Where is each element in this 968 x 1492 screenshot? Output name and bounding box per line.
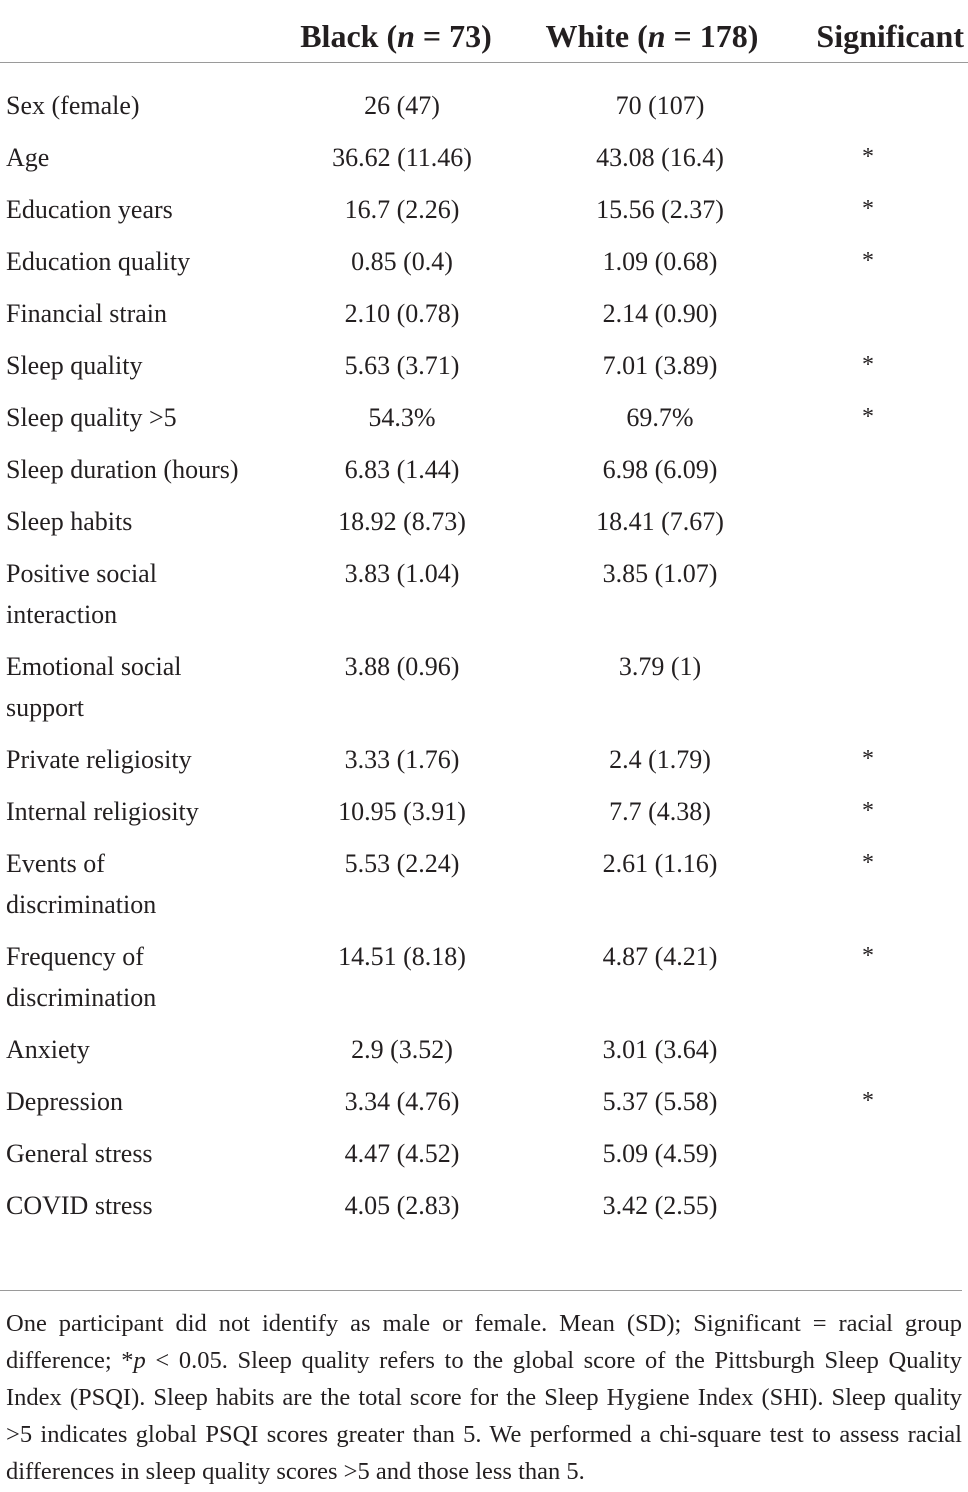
- row-value-white: 69.7%: [626, 403, 694, 432]
- row-value-black: 4.05 (2.83): [344, 1191, 460, 1220]
- row-value-black: 2.9 (3.52): [351, 1035, 453, 1064]
- row-value-black: 5.63 (3.71): [344, 351, 460, 380]
- row-label: Frequency of discrimination: [6, 942, 157, 1012]
- header-black-pre: Black (: [300, 18, 398, 54]
- row-value-white: 18.41 (7.67): [596, 507, 724, 536]
- header-significant: Significant: [774, 0, 968, 63]
- table-row: [0, 791, 968, 843]
- row-value-white: 7.01 (3.89): [602, 351, 718, 380]
- table-row: [0, 449, 968, 501]
- table-row: [0, 843, 968, 936]
- row-significance-marker: *: [862, 196, 874, 222]
- row-significance-marker: *: [862, 144, 874, 170]
- row-label: Positive social interaction: [6, 559, 157, 629]
- row-value-black: 6.83 (1.44): [344, 455, 460, 484]
- header-white-pre: White (: [545, 18, 648, 54]
- row-significance-marker: *: [862, 850, 874, 876]
- table-header: [0, 0, 968, 63]
- table-row: [0, 1029, 968, 1081]
- header-variable: [0, 0, 258, 63]
- row-significance-marker: *: [862, 248, 874, 274]
- footnote-text-start: One participant did not identify as male or female. Mean (SD); Significant = racial group difference; *: [6, 1310, 962, 1374]
- row-significance-marker: [774, 293, 968, 345]
- row-label: Age: [6, 143, 50, 172]
- row-significance-marker: *: [862, 798, 874, 824]
- row-significance-marker: [774, 1185, 968, 1240]
- table-row: [0, 1185, 968, 1240]
- row-value-black: 0.85 (0.4): [351, 247, 453, 276]
- row-label: Sleep duration (hours): [6, 455, 239, 484]
- row-significance-marker: *: [862, 404, 874, 430]
- table-row: [0, 345, 968, 397]
- row-label: Sex (female): [6, 91, 140, 120]
- row-value-white: 1.09 (0.68): [602, 247, 718, 276]
- row-label: Financial strain: [6, 299, 168, 328]
- row-significance-marker: *: [862, 1088, 874, 1114]
- row-label: Anxiety: [6, 1035, 90, 1064]
- row-label: Emotional social support: [6, 652, 182, 722]
- row-value-white: 5.37 (5.58): [602, 1087, 718, 1116]
- row-value-black: 54.3%: [368, 403, 436, 432]
- row-significance-marker: [774, 501, 968, 553]
- row-value-white: 2.14 (0.90): [602, 299, 718, 328]
- table-bottom-rule: [0, 1290, 962, 1291]
- row-label: Depression: [6, 1087, 123, 1116]
- table-body: [0, 63, 968, 1241]
- header-black-post: = 73): [414, 18, 492, 54]
- table-row: [0, 646, 968, 739]
- row-significance-marker: *: [862, 943, 874, 969]
- row-value-black: 10.95 (3.91): [338, 797, 466, 826]
- row-value-black: 5.53 (2.24): [344, 849, 460, 878]
- row-value-white: 15.56 (2.37): [596, 195, 724, 224]
- row-value-white: 70 (107): [615, 91, 705, 120]
- row-label: General stress: [6, 1139, 153, 1168]
- row-significance-marker: [774, 63, 968, 138]
- table-row: [0, 553, 968, 646]
- table-row: [0, 63, 968, 138]
- row-value-black: 26 (47): [364, 91, 440, 120]
- footnote-text-end: < 0.05. Sleep quality refers to the global score of the Pittsburgh Sleep Quality Index (PSQI). Sleep habits are the total score for the Sleep Hygiene Index (SHI). Sleep quality >5 indicates global PSQI scores greater than 5. We performed a chi-square test to assess racial differences in sleep quality scores >5 and those less than 5.: [6, 1347, 962, 1485]
- row-label: COVID stress: [6, 1191, 153, 1220]
- row-significance-marker: *: [862, 746, 874, 772]
- row-significance-marker: [774, 449, 968, 501]
- row-label: Sleep quality >5: [6, 403, 177, 432]
- row-value-white: 3.42 (2.55): [602, 1191, 718, 1220]
- row-significance-marker: [774, 1029, 968, 1081]
- row-label: Sleep quality: [6, 351, 143, 380]
- header-white-n: n: [647, 18, 666, 54]
- row-value-black: 2.10 (0.78): [344, 299, 460, 328]
- header-row: [0, 0, 968, 63]
- row-value-black: 18.92 (8.73): [338, 507, 466, 536]
- table-row: [0, 189, 968, 241]
- table-row: [0, 137, 968, 189]
- header-black-n: n: [397, 18, 415, 54]
- table-footnote: [6, 1305, 962, 1490]
- row-value-black: 16.7 (2.26): [344, 195, 460, 224]
- footnote-p-symbol: p: [133, 1347, 146, 1374]
- row-label: Education years: [6, 195, 173, 224]
- row-significance-marker: [774, 1133, 968, 1185]
- row-label: Education quality: [6, 247, 191, 276]
- row-value-black: 36.62 (11.46): [332, 143, 472, 172]
- table-row: [0, 241, 968, 293]
- row-value-black: 3.83 (1.04): [344, 559, 460, 588]
- row-value-black: 14.51 (8.18): [338, 942, 466, 971]
- row-value-white: 6.98 (6.09): [602, 455, 718, 484]
- header-black: [258, 0, 516, 63]
- row-value-white: 2.61 (1.16): [602, 849, 718, 878]
- row-value-black: 4.47 (4.52): [344, 1139, 460, 1168]
- row-label: Sleep habits: [6, 507, 133, 536]
- row-value-black: 3.88 (0.96): [344, 652, 460, 681]
- table-row: [0, 293, 968, 345]
- row-value-white: 5.09 (4.59): [602, 1139, 718, 1168]
- header-white-post: = 178): [665, 18, 759, 54]
- row-significance-marker: *: [862, 352, 874, 378]
- row-value-white: 3.79 (1): [618, 652, 702, 681]
- table-row: [0, 397, 968, 449]
- header-white: [516, 0, 774, 63]
- row-value-white: 7.7 (4.38): [609, 797, 711, 826]
- row-significance-marker: [774, 553, 968, 646]
- row-value-white: 2.4 (1.79): [609, 745, 711, 774]
- row-value-black: 3.33 (1.76): [344, 745, 460, 774]
- row-value-white: 3.85 (1.07): [602, 559, 718, 588]
- row-value-white: 43.08 (16.4): [596, 143, 724, 172]
- table-row: [0, 1081, 968, 1133]
- row-label: Events of discrimination: [6, 849, 157, 919]
- row-value-black: 3.34 (4.76): [344, 1087, 460, 1116]
- table-row: [0, 739, 968, 791]
- row-value-white: 4.87 (4.21): [602, 942, 718, 971]
- table-row: [0, 501, 968, 553]
- row-label: Internal religiosity: [6, 797, 199, 826]
- row-significance-marker: [774, 646, 968, 739]
- row-label: Private religiosity: [6, 745, 192, 774]
- row-value-white: 3.01 (3.64): [602, 1035, 718, 1064]
- table-row: [0, 1133, 968, 1185]
- table-row: [0, 936, 968, 1029]
